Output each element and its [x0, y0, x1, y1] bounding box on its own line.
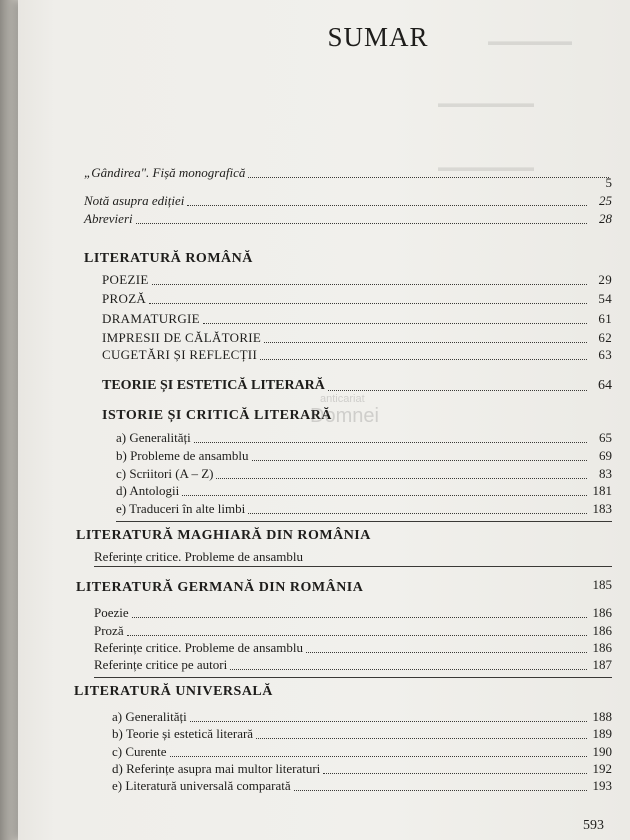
- toc-entry-page: 186: [592, 605, 612, 620]
- toc-entry-page: 193: [592, 778, 612, 793]
- bleed-through-text: ▬▬▬▬▬▬▬: [488, 34, 572, 48]
- toc-entry-label: a) Generalități: [116, 430, 191, 445]
- toc-entry-page: 181: [592, 483, 612, 498]
- toc-entry-germana-referinte[interactable]: [94, 639, 612, 657]
- toc-entry-page: 62: [598, 330, 612, 345]
- dot-leader: [328, 390, 587, 391]
- page-number: 593: [583, 818, 604, 833]
- toc-entry-univ-comparata[interactable]: [112, 777, 612, 795]
- toc-entry-label: Poezie: [94, 605, 129, 620]
- section-heading-germana: LITERATURĂ GERMANĂ DIN ROMÂNIA: [76, 580, 364, 595]
- dot-leader: [127, 635, 587, 636]
- dot-leader: [323, 773, 587, 774]
- toc-entry-label: POEZIE: [102, 272, 149, 287]
- toc-entry-page: 64: [598, 378, 612, 393]
- dot-leader: [194, 442, 587, 443]
- toc-entry-label: b) Teorie și estetică literară: [112, 726, 254, 741]
- toc-entry-label: Referințe critice. Probleme de ansamblu: [94, 640, 304, 655]
- toc-entry-germana-autori[interactable]: [94, 656, 612, 674]
- toc-entry-germana-proza[interactable]: [94, 622, 612, 640]
- toc-entry-traduceri[interactable]: [116, 500, 612, 518]
- toc-entry-dramaturgie[interactable]: [102, 310, 612, 328]
- toc-entry-page: 183: [592, 501, 612, 516]
- toc-entry-univ-generalitati[interactable]: [112, 708, 612, 726]
- toc-entry-page: 83: [599, 466, 612, 481]
- toc-entry-poezie[interactable]: [102, 271, 612, 289]
- toc-entry-label: IMPRESII DE CĂLĂTORIE: [102, 330, 262, 345]
- dot-leader: [230, 669, 587, 670]
- toc-entry-page: 188: [592, 709, 612, 724]
- dot-leader: [264, 342, 587, 343]
- toc-entry-page: 69: [599, 448, 612, 463]
- dot-leader: [170, 756, 587, 757]
- toc-entry-label: Referințe critice pe autori: [94, 657, 228, 672]
- section-rule: [116, 521, 612, 522]
- toc-entry-scriitori[interactable]: [116, 465, 612, 483]
- dot-leader: [136, 223, 587, 224]
- toc-entry-label: b) Probleme de ansamblu: [116, 448, 249, 463]
- toc-entry-proza[interactable]: [102, 290, 612, 308]
- toc-entry-label: DRAMATURGIE: [102, 311, 200, 326]
- toc-entry-antologii[interactable]: [116, 482, 612, 500]
- toc-entry-nota[interactable]: [84, 192, 612, 210]
- dot-leader: [182, 495, 587, 496]
- dot-leader: [260, 359, 587, 360]
- toc-entry-maghiara-referinte[interactable]: [94, 548, 612, 566]
- section-heading-universala: LITERATURĂ UNIVERSALĂ: [74, 684, 273, 699]
- toc-entry-cugetari[interactable]: [102, 346, 612, 364]
- toc-entry-page: 63: [598, 347, 612, 362]
- dot-leader: [152, 284, 587, 285]
- toc-entry-label: Abrevieri: [84, 211, 133, 226]
- section-rule: [94, 566, 612, 567]
- toc-entry-label: d) Referințe asupra mai multor literaturi: [112, 761, 321, 776]
- toc-entry-page: 25: [599, 193, 612, 208]
- toc-entry-gandirea-page: [84, 174, 612, 192]
- toc-entry-page: 187: [592, 657, 612, 672]
- toc-entry-label: c) Scriitori (A – Z): [116, 466, 214, 481]
- toc-entry-label: Referințe critice. Probleme de ansamblu: [94, 549, 304, 564]
- toc-entry-label: a) Generalități: [112, 709, 187, 724]
- toc-entry-label: Notă asupra ediției: [84, 193, 185, 208]
- toc-entry-page: 189: [592, 726, 612, 741]
- book-spine: [0, 0, 18, 840]
- dot-leader: [294, 790, 587, 791]
- toc-entry-univ-referinte[interactable]: [112, 760, 612, 778]
- toc-entry-page: 65: [599, 430, 612, 445]
- toc-entry-label: CUGETĂRI ȘI REFLECȚII: [102, 347, 258, 362]
- toc-entry-label: e) Literatură universală comparată: [112, 778, 291, 793]
- toc-entry-label: c) Curente: [112, 744, 167, 759]
- dot-leader: [252, 460, 588, 461]
- dot-leader: [132, 617, 587, 618]
- toc-entry-generalitati[interactable]: [116, 429, 612, 447]
- section-heading-istorie: ISTORIE ȘI CRITICĂ LITERARĂ: [102, 408, 332, 423]
- dot-leader: [306, 652, 587, 653]
- dot-leader: [256, 738, 587, 739]
- toc-entry-probleme[interactable]: [116, 447, 612, 465]
- toc-entry-label: e) Traduceri în alte limbi: [116, 501, 246, 516]
- dot-leader: [149, 303, 587, 304]
- toc-entry-page: 5: [605, 175, 612, 190]
- toc-entry-impresii[interactable]: [102, 329, 612, 347]
- section-heading-romana: LITERATURĂ ROMÂNĂ: [84, 251, 253, 266]
- toc-entry-label: „Gândirea". Fișă monografică: [84, 165, 246, 180]
- watermark-logo: anticariat Domnei: [310, 393, 379, 427]
- toc-entry-page: 28: [599, 211, 612, 226]
- toc-entry-germana-poezie[interactable]: [94, 604, 612, 622]
- dot-leader: [187, 205, 587, 206]
- book-page: [18, 0, 630, 840]
- dot-leader: [203, 323, 587, 324]
- toc-entry-univ-curente[interactable]: [112, 743, 612, 761]
- toc-entry-page: 186: [592, 623, 612, 638]
- toc-entry-page: 29: [598, 272, 612, 287]
- section-rule: [94, 677, 612, 678]
- bleed-through-text: ▬▬▬▬▬▬▬▬: [438, 96, 534, 110]
- toc-entry-page: 61: [598, 311, 612, 326]
- toc-entry-label: Proză: [94, 623, 124, 638]
- toc-entry-label: PROZĂ: [102, 291, 147, 306]
- page-title: SUMAR: [327, 22, 429, 52]
- toc-entry-page: 192: [592, 761, 612, 776]
- toc-entry-page: 186: [592, 640, 612, 655]
- dot-leader: [248, 513, 587, 514]
- bleed-through-text: ▬▬▬▬▬▬▬▬: [438, 160, 534, 174]
- toc-entry-page: 185: [592, 577, 612, 592]
- toc-entry-univ-teorie[interactable]: [112, 725, 612, 743]
- toc-entry-abrevieri[interactable]: [84, 210, 612, 228]
- section-heading-maghiara: LITERATURĂ MAGHIARĂ DIN ROMÂNIA: [76, 528, 371, 543]
- toc-entry-page: 190: [592, 744, 612, 759]
- dot-leader: [216, 478, 587, 479]
- dot-leader: [190, 721, 587, 722]
- toc-entry-page: 54: [598, 291, 612, 306]
- toc-entry-label: TEORIE ȘI ESTETICĂ LITERARĂ: [102, 378, 325, 393]
- toc-entry-label: d) Antologii: [116, 483, 180, 498]
